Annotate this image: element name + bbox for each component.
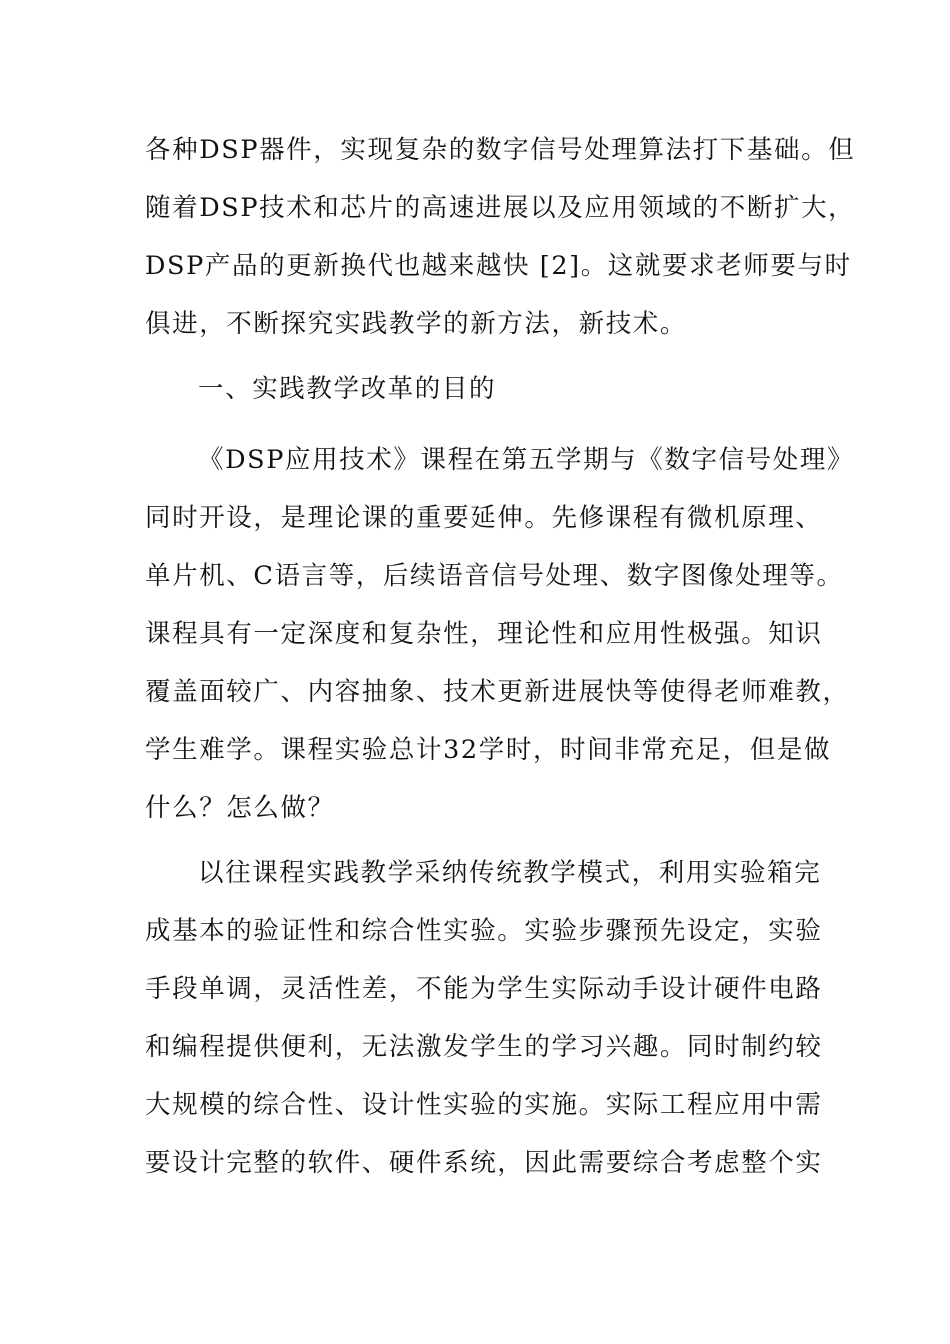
section-heading: 一、实践教学改革的目的 (198, 374, 497, 404)
paragraph-3-line-5: 大规模的综合性、设计性实验的实施。实际工程应用中需 (145, 1090, 823, 1120)
paragraph-3-line-1: 以往课程实践教学采纳传统教学模式，利用实验箱完 (198, 858, 822, 888)
paragraph-1-line-2: 随着DSP技术和芯片的高速进展以及应用领域的不断扩大， (145, 193, 856, 223)
paragraph-3-line-4: 和编程提供便利，无法激发学生的学习兴趣。同时制约较 (145, 1032, 823, 1062)
paragraph-2-line-3: 单片机、C语言等，后续语音信号处理、数字图像处理等。 (145, 561, 844, 591)
paragraph-1-line-4: 俱进，不断探究实践教学的新方法，新技术。 (145, 309, 688, 339)
paragraph-2-line-7: 什么？怎么做？ (145, 793, 335, 823)
paragraph-3-line-2: 成基本的验证性和综合性实验。实验步骤预先设定，实验 (145, 916, 823, 946)
paragraph-1-line-1: 各种DSP器件，实现复杂的数字信号处理算法打下基础。但 (145, 135, 856, 165)
paragraph-1-line-3: DSP产品的更新换代也越来越快 [2]。这就要求老师要与时 (145, 251, 852, 281)
paragraph-2-line-5: 覆盖面较广、内容抽象、技术更新进展快等使得老师难教， (145, 677, 850, 707)
paragraph-2-line-1: 《DSP应用技术》课程在第五学期与《数字信号处理》 (198, 445, 855, 475)
paragraph-3-line-6: 要设计完整的软件、硬件系统，因此需要综合考虑整个实 (145, 1148, 823, 1178)
paragraph-2-line-2: 同时开设，是理论课的重要延伸。先修课程有微机原理、 (145, 503, 823, 533)
paragraph-2-line-4: 课程具有一定深度和复杂性，理论性和应用性极强。知识 (145, 619, 823, 649)
paragraph-2-line-6: 学生难学。课程实验总计32学时，时间非常充足，但是做 (145, 735, 832, 765)
paragraph-3-line-3: 手段单调，灵活性差，不能为学生实际动手设计硬件电路 (145, 974, 823, 1004)
